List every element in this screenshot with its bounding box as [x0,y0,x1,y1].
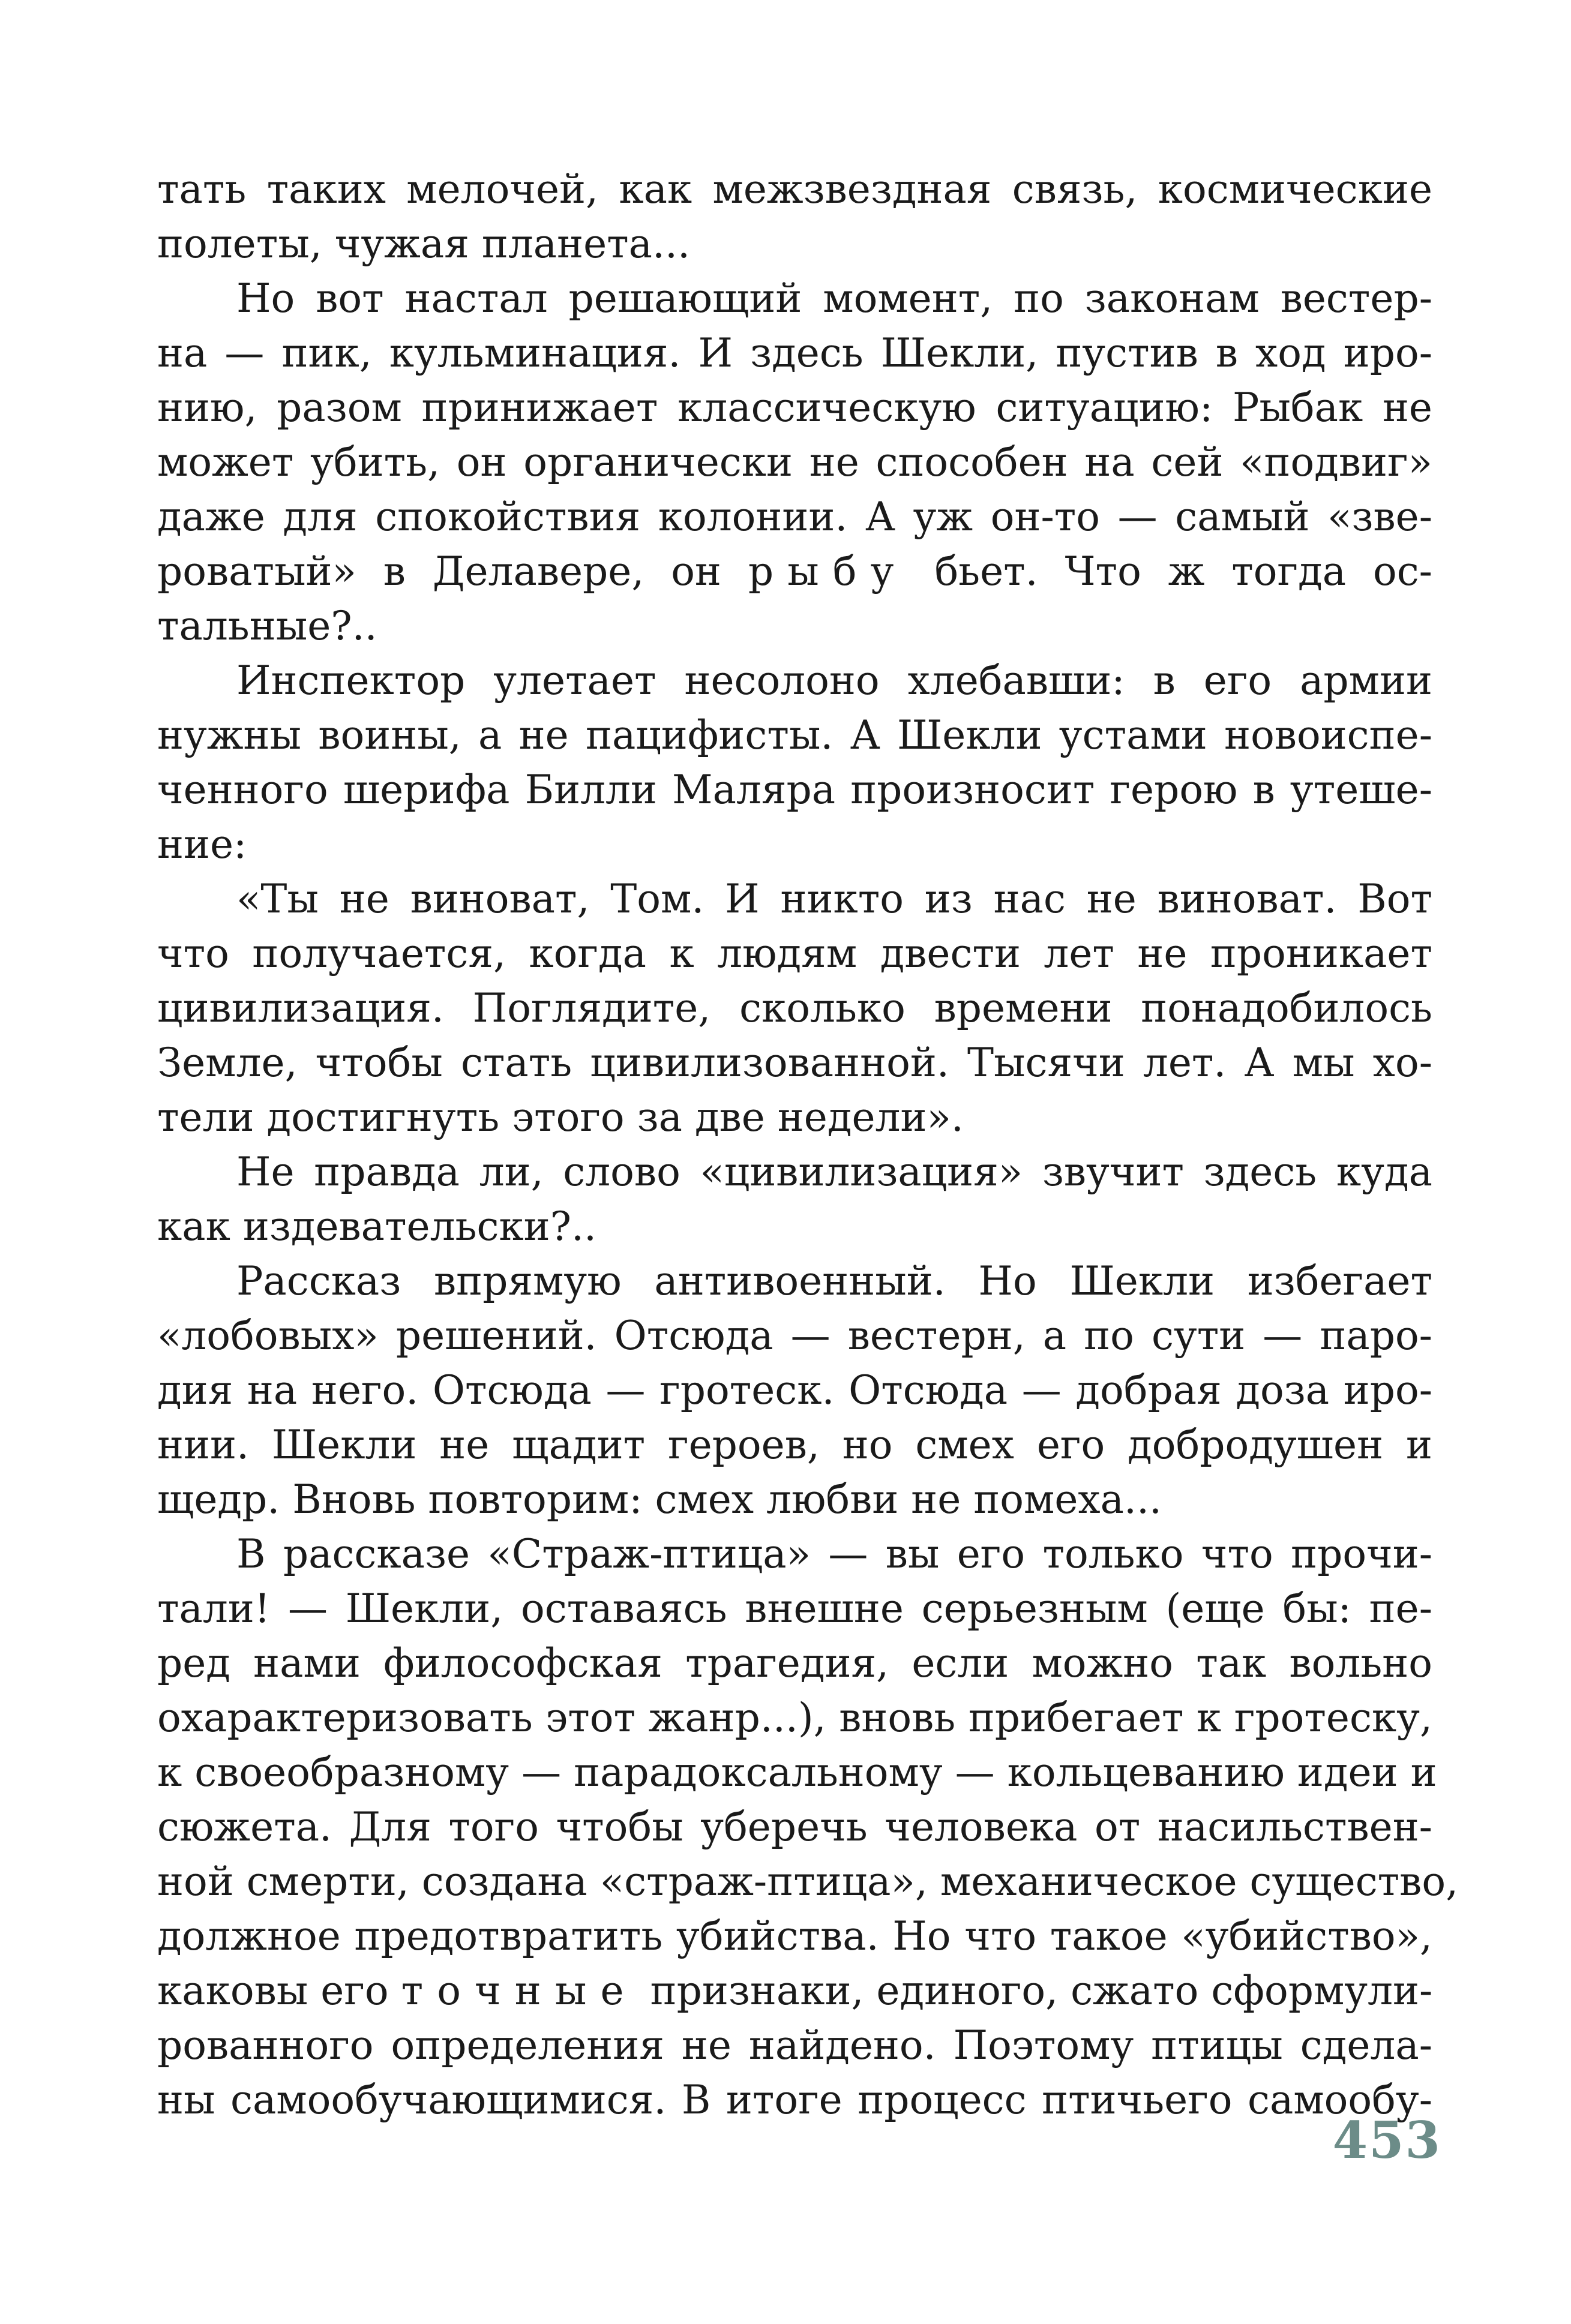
body-text [157,162,1459,2127]
text-line: щедр. Вновь повторим: смех любви не помеха... [157,1476,1162,1523]
text-line: сюжета. Для того чтобы уберечь человека от насильствен- [157,1804,1432,1850]
text-line: что получается, когда к людям двести лет не проникает [157,930,1432,977]
text-line: должное предотвратить убийства. Но что такое «убийство», [157,1913,1432,1959]
text-line: ние: [157,821,247,867]
text-line: тели достигнуть этого за две недели». [157,1094,964,1140]
text-line: Но вот настал решающий момент, по законам вестер- [236,275,1432,322]
text-line: рованного определения не найдено. Поэтому птицы сдела- [157,2022,1432,2068]
text-line: ны самообучающимися. В итоге процесс птичьего самообу- [157,2077,1432,2123]
text-line: охарактеризовать этот жанр...), вновь прибегает к гротеску, [157,1695,1432,1741]
text-line: к своеобразному — парадоксальному — кольцеванию идеи и [157,1749,1437,1795]
text-line: тальные?.. [157,603,377,649]
text-line: Земле, чтобы стать цивилизованной. Тысячи лет. А мы хо- [157,1040,1432,1086]
emphasized-word: точные [401,1968,638,2014]
text-line: нужны воины, а не пацифисты. А Шекли устами новоиспе- [157,712,1432,758]
text-line: может убить, он органически не способен на сей «подвиг» [157,439,1432,485]
text-line: ченного шерифа Билли Маляра произносит герою в утеше- [157,767,1432,813]
text-line: каковы его точные признаки, единого, сжато сформули- [157,1968,1433,2014]
text-line: ной смерти, создана «страж-птица», механическое существо, [157,1858,1459,1905]
text-line: на — пик, кульминация. И здесь Шекли, пустив в ход иро- [157,330,1432,376]
text-line: «Ты не виноват, Том. И никто из нас не виноват. Вот [236,876,1432,922]
page-number: 453 [1332,2110,1441,2170]
text-line: полеты, чужая планета... [157,221,690,267]
text-line: нию, разом принижает классическую ситуацию: Рыбак не [157,385,1432,431]
text-line: как издевательски?.. [157,1203,596,1250]
text-line: Не правда ли, слово «цивилизация» звучит здесь куда [236,1149,1432,1195]
text-line: «лобовых» решений. Отсюда — вестерн, а по сути — паро- [157,1313,1432,1359]
text-line: дия на него. Отсюда — гротеск. Отсюда — добрая доза иро- [157,1367,1432,1413]
text-line: В рассказе «Страж-птица» — вы его только что прочи- [236,1531,1432,1577]
text-line: цивилизация. Поглядите, сколько времени понадобилось [157,985,1432,1031]
text-line: тали! — Шекли, оставаясь внешне серьезным (еще бы: пе- [157,1586,1432,1632]
emphasized-word: рыбу [748,548,908,594]
text-line: Инспектор улетает несолоно хлебавши: в его армии [236,657,1432,704]
text-line: даже для спокойствия колонии. А уж он-то — самый «зве- [157,494,1432,540]
text-line: тать таких мелочей, как межзвездная связь, космические [157,166,1432,212]
text-line: роватый» в Делавере, он рыбу бьет. Что ж тогда ос- [157,548,1432,594]
text-line: ред нами философская трагедия, если можно так вольно [157,1640,1432,1686]
text-line: нии. Шекли не щадит героев, но смех его добродушен и [157,1422,1432,1468]
text-line: Рассказ впрямую антивоенный. Но Шекли избегает [236,1258,1432,1304]
